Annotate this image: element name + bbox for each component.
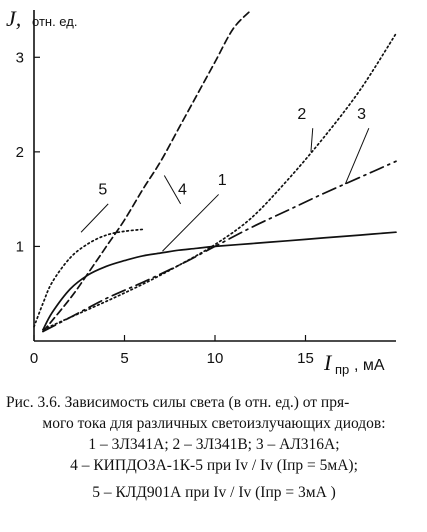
x-axis-unit: , мА bbox=[354, 357, 385, 374]
y-tick-label: 3 bbox=[15, 49, 24, 67]
caption-line-4: 4 – КИПДОЗА-1К-5 при Iv / Iv (Iпр = 5мА); bbox=[70, 457, 358, 474]
series-3-label: 3 bbox=[357, 105, 367, 123]
axis-ticks bbox=[16, 49, 314, 367]
curve-labels bbox=[81, 106, 369, 251]
caption-line-2: мого тока для различных светоизлучающих диодов: bbox=[42, 415, 386, 432]
series-4-line bbox=[43, 10, 251, 332]
x-tick-label: 5 bbox=[120, 350, 129, 367]
label-2-leader bbox=[311, 128, 313, 152]
figure-caption bbox=[6, 392, 422, 503]
series-1-label: 1 bbox=[217, 171, 227, 189]
y-tick-label: 2 bbox=[15, 143, 24, 161]
x-tick-label: 15 bbox=[297, 350, 314, 367]
label-1-leader bbox=[163, 194, 219, 251]
label-5-leader bbox=[81, 204, 108, 232]
x-tick-label: 0 bbox=[29, 350, 39, 367]
y-tick-label: 1 bbox=[15, 238, 24, 256]
y-axis-unit: отн. ед. bbox=[32, 14, 78, 29]
series-5-line bbox=[34, 229, 143, 326]
series-4-label: 4 bbox=[177, 181, 187, 199]
caption-line-5: 5 – КЛД901А при Iv / Iv (Iпр = 3мА ) bbox=[92, 484, 336, 501]
series-5-label: 5 bbox=[98, 181, 108, 199]
series-layer bbox=[34, 10, 396, 332]
y-axis-title: J, bbox=[6, 6, 22, 31]
x-tick-label: 10 bbox=[206, 350, 224, 367]
x-axis-subscript: пр bbox=[335, 362, 350, 377]
x-axis-title: I bbox=[324, 350, 332, 375]
series-2-label: 2 bbox=[297, 105, 307, 123]
series-1-line bbox=[43, 232, 396, 330]
caption-line-3: 1 – 3Л341А; 2 – 3Л341В; 3 – АЛ316А; bbox=[88, 436, 340, 453]
caption-line-1: Рис. 3.6. Зависимость силы света (в отн. ед.) от пря- bbox=[6, 394, 350, 411]
